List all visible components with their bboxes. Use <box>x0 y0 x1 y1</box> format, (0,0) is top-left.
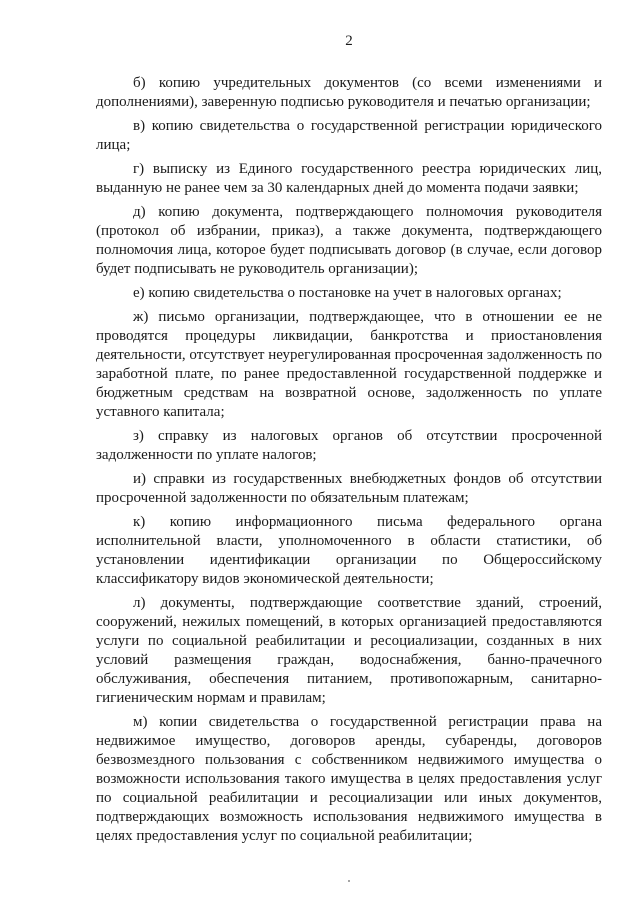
paragraph-e: е) копию свидетельства о постановке на учет в налоговых органах; <box>133 285 562 301</box>
paragraph-v: в) копию свидетельства о государственной регистрации юридического лица; <box>96 118 602 153</box>
paragraph-l: л) документы, подтверждающие соответствие зданий, строений, сооружений, нежилых помещений, в которых организацией предоставляются услуги по социальной реабилитации и ресоциализации, созданных в них условий размещения граждан, водоснабжения, банно-прачечного обслуживания, обеспечения питанием, противопожарным, санитарно-гигиеническим нормам и правилам; <box>96 595 602 706</box>
paragraph-z: з) справку из налоговых органов об отсутствии просроченной задолженности по уплате налогов; <box>96 428 602 463</box>
paragraph-g: г) выписку из Единого государственного реестра юридических лиц, выданную не ранее чем за 30 календарных дней до момента подачи заявки; <box>96 161 602 196</box>
paragraph-m: м) копии свидетельства о государственной регистрации права на недвижимое имущество, договоров аренды, субаренды, договоров безвозмездного пользования с собственником недвижимого имущества о возможности использования такого имущества в целях предоставления услуг по социальной реабилитации и ресоциализации или иных документов, подтверждающих возможность использования недвижимого имущества в целях предоставления услуг по социальной реабилитации; <box>96 714 602 844</box>
scan-speck <box>348 880 350 882</box>
paragraph-d: д) копию документа, подтверждающего полномочия руководителя (протокол об избрании, приказ), а также документа, подтверждающего полномочия лица, которое будет подписывать договор (в случае, если договор будет подписывать не руководитель организации); <box>96 204 602 277</box>
paragraph-b: б) копию учредительных документов (со всеми изменениями и дополнениями), заверенную подписью руководителя и печатью организации; <box>96 75 602 110</box>
paragraph-k: к) копию информационного письма федерального органа исполнительной власти, уполномоченного в области статистики, об установлении идентификации организации по Общероссийскому классификатору видов экономической деятельности; <box>96 514 602 587</box>
page-number: 2 <box>345 33 353 49</box>
paragraph-zh: ж) письмо организации, подтверждающее, что в отношении ее не проводятся процедуры ликвидации, банкротства и приостановления деятельности, отсутствует неурегулированная просроченная задолженность по заработной плате, по ранее предоставленной государственной поддержке и бюджетным средствам на возвратной основе, задолженность по уплате уставного капитала; <box>96 309 602 420</box>
paragraph-i: и) справки из государственных внебюджетных фондов об отсутствии просроченной задолженности по обязательным платежам; <box>96 471 602 506</box>
